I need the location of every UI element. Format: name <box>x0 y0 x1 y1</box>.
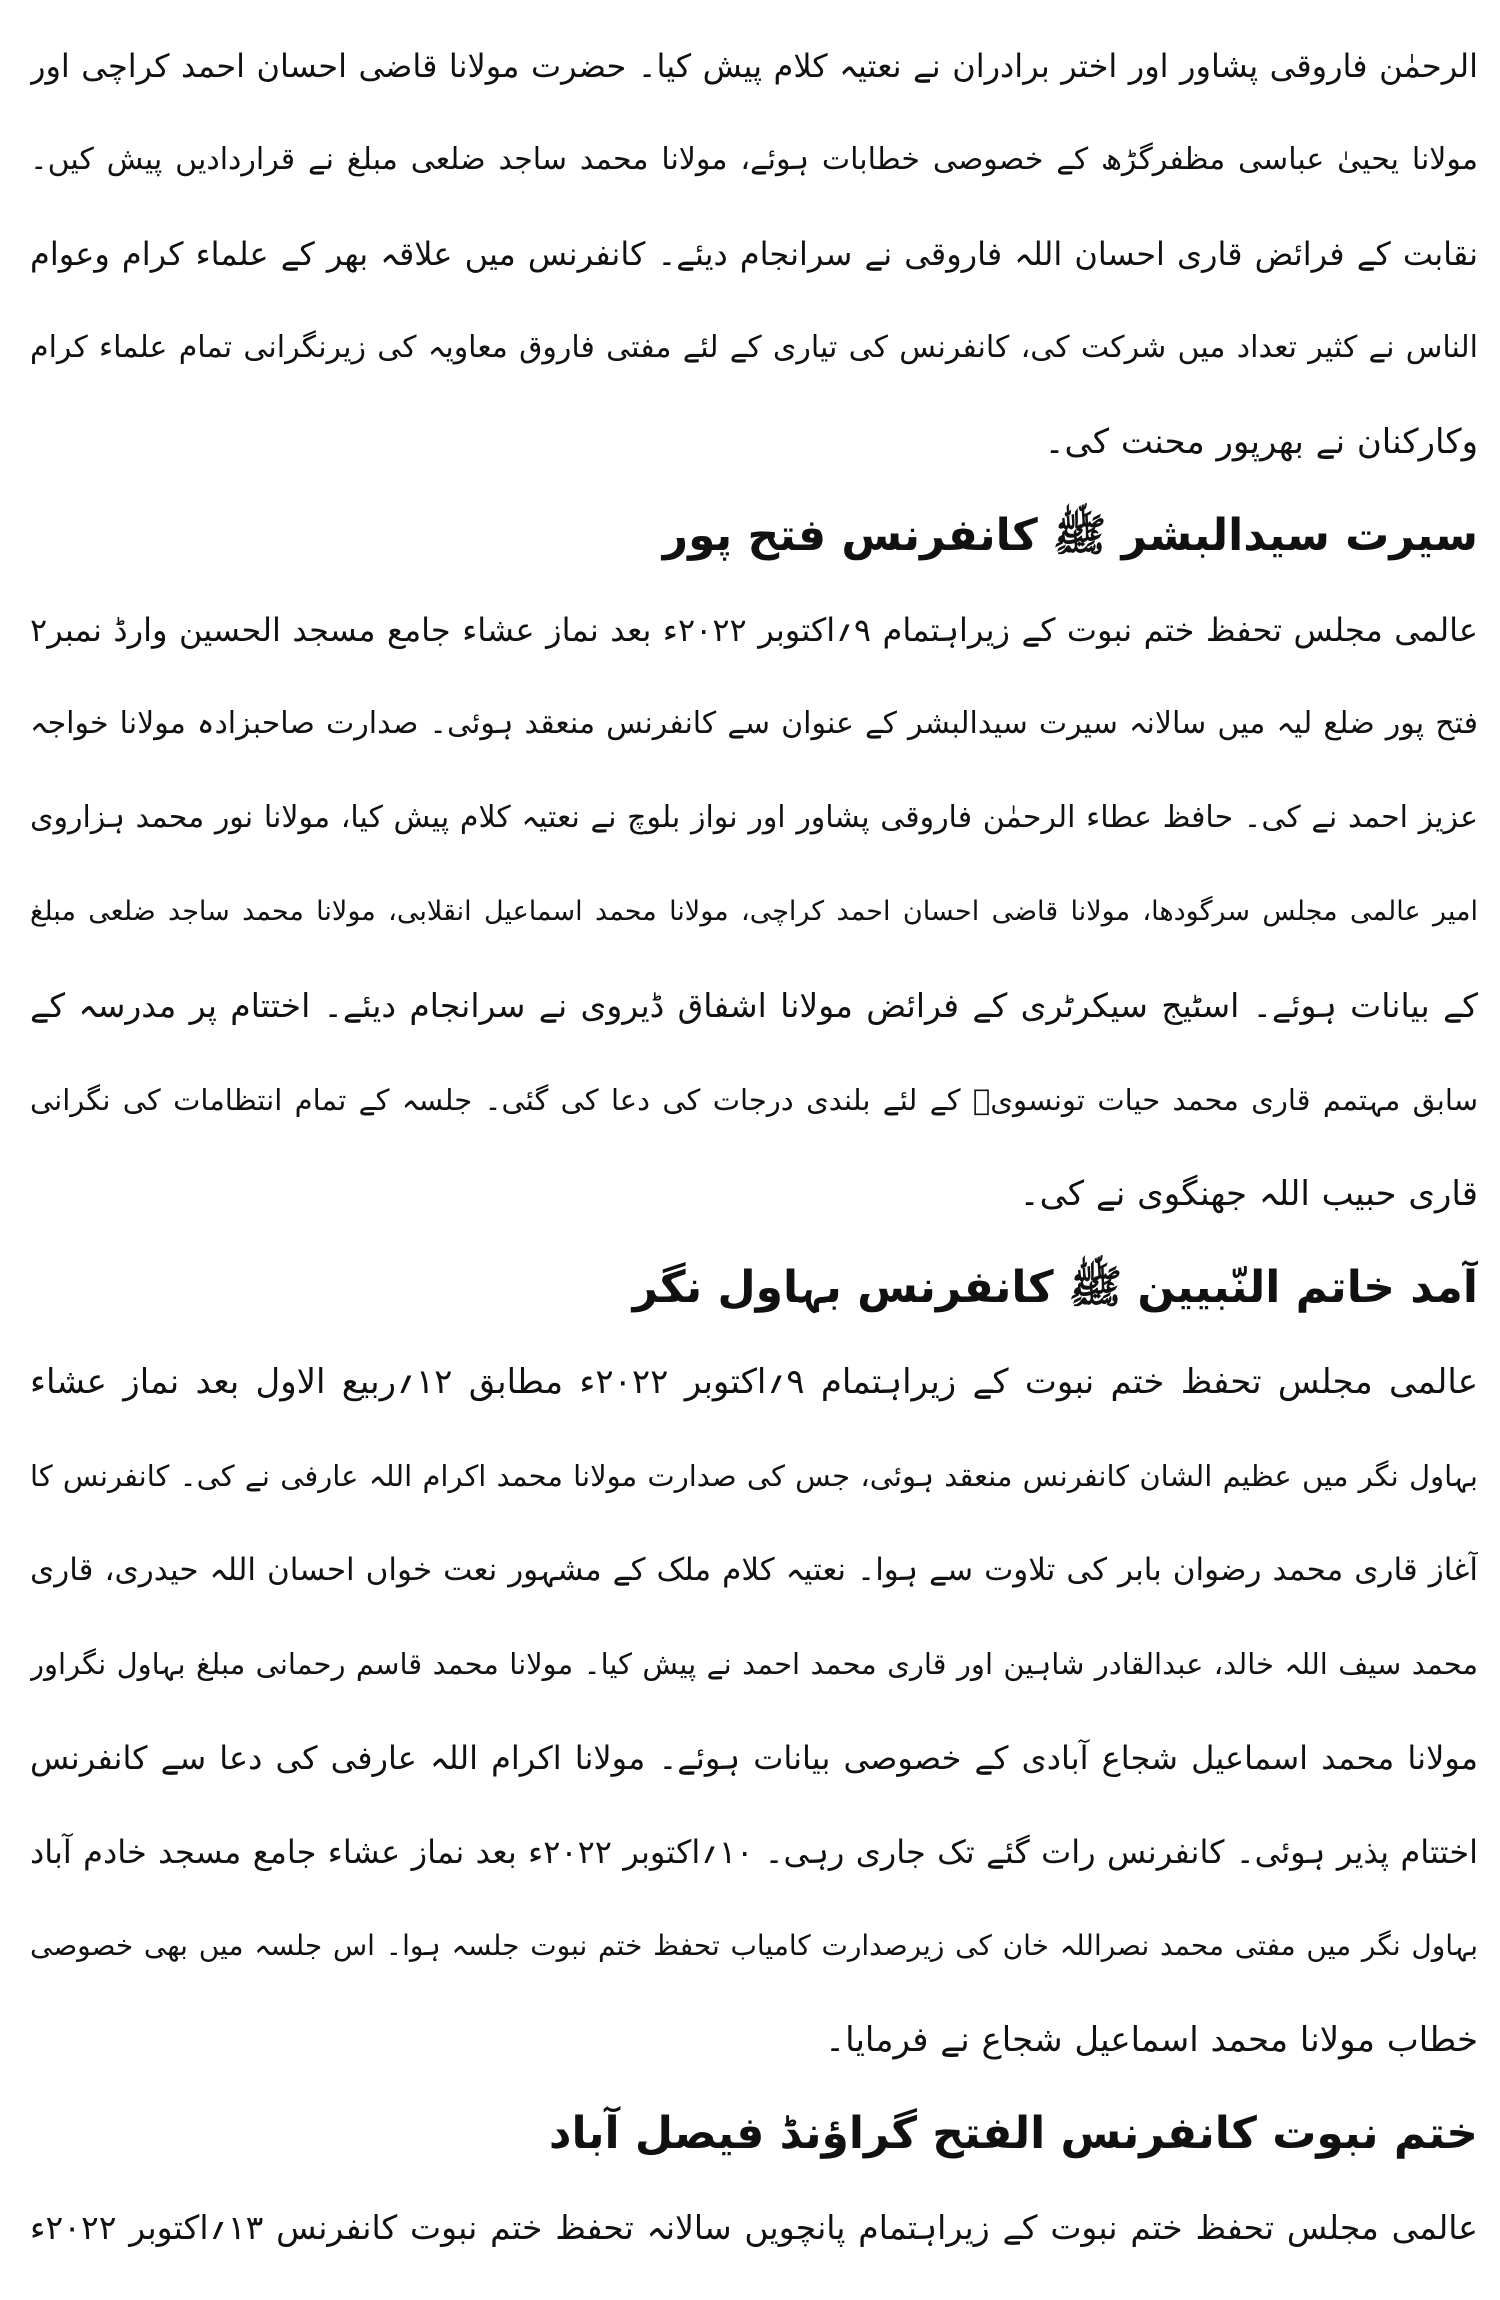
text-line: مولانا یحییٰ عباسی مظفرگڑھ کے خصوصی خطابات ہوئے، مولانا محمد ساجد ضلعی مبلغ نے قراردادیں پیش کیں۔ <box>30 142 1478 177</box>
text-line: قاری حبیب اللہ جھنگوی نے کی۔ <box>1019 1174 1478 1214</box>
text-line: بہاول نگر میں عظیم الشان کانفرنس منعقد ہوئی، جس کی صدارت مولانا محمد اکرام اللہ عارفی نے کی۔ کانفرنس کا <box>30 1459 1478 1493</box>
text-line: آغاز قاری محمد رضوان بابر کی تلاوت سے ہوا۔ نعتیہ کلام ملک کے مشہور نعت خواں احسان اللہ حیدری، قاری <box>30 1552 1478 1588</box>
text-line: مولانا محمد اسماعیل شجاع آبادی کے خصوصی بیانات ہوئے۔ مولانا اکرام اللہ عارفی کی دعا سے کانفرنس <box>30 1739 1478 1777</box>
section-heading: سیرت سیدالبشر ﷺ کانفرنس فتح پور <box>662 510 1478 561</box>
text-line: بہاول نگر میں مفتی محمد نصراللہ خان کی زیرصدارت کامیاب تحفظ ختم نبوت جلسہ ہوا۔ اس جلسہ میں بھی خصوصی <box>30 1929 1478 1962</box>
text-line: الرحمٰن فاروقی پشاور اور اختر برادران نے نعتیہ کلام پیش کیا۔ حضرت مولانا قاضی احسان احمد کراچی اور <box>30 47 1478 85</box>
section-heading: ختم نبوت کانفرنس الفتح گراؤنڈ فیصل آباد <box>548 2108 1478 2159</box>
text-line: فتح پور ضلع لیہ میں سالانہ سیرت سیدالبشر کے عنوان سے کانفرنس منعقد ہوئی۔ صدارت صاحبزادہ مولانا خواجہ <box>30 706 1478 741</box>
text-line: الناس نے کثیر تعداد میں شرکت کی، کانفرنس کی تیاری کے لئے مفتی فاروق معاویہ کی زیرنگرانی تمام علماء کرام <box>30 330 1478 365</box>
text-line: کے بیانات ہوئے۔ اسٹیج سیکرٹری کے فرائض مولانا اشفاق ڈیروی نے سرانجام دیئے۔ اختتام پر مدرسہ کے <box>30 986 1478 1025</box>
text-line: عالمی مجلس تحفظ ختم نبوت کے زیراہتمام پانچویں سالانہ تحفظ ختم نبوت کانفرنس ۱۳؍اکتوبر ۲۰۲۲ء <box>30 2208 1478 2247</box>
text-line: سابق مہتمم قاری محمد حیات تونسویؒ کے لئے بلندی درجات کی دعا کی گئی۔ جلسہ کے تمام انتظامات کی نگرانی <box>30 1083 1478 1117</box>
text-line: عالمی مجلس تحفظ ختم نبوت کے زیراہتمام ۹؍اکتوبر ۲۰۲۲ء بعد نماز عشاء جامع مسجد الحسین وارڈ نمبر۲ <box>30 611 1478 649</box>
text-line: خطاب مولانا محمد اسماعیل شجاع نے فرمایا۔ <box>825 2020 1478 2060</box>
text-line: نقابت کے فرائض قاری احسان اللہ فاروقی نے سرانجام دیئے۔ کانفرنس میں علاقہ بھر کے علماء کرام وعوام <box>30 235 1478 273</box>
section-fateh-pur <box>30 489 1478 1241</box>
text-line: اختتام پذیر ہوئی۔ کانفرنس رات گئے تک جاری رہی۔ ۱۰؍اکتوبر ۲۰۲۲ء بعد نماز عشاء جامع مسجد خادم آباد <box>30 1833 1478 1871</box>
section-faisalabad <box>30 2087 1478 2275</box>
section-heading: آمد خاتم النّبیین ﷺ کانفرنس بہاول نگر <box>632 1262 1478 1313</box>
text-line: امیر عالمی مجلس سرگودھا، مولانا قاضی احسان احمد کراچی، مولانا محمد اسماعیل انقلابی، مولانا محمد ساجد ضلعی مبلغ <box>30 896 1478 927</box>
text-line: عالمی مجلس تحفظ ختم نبوت کے زیراہتمام ۹؍اکتوبر ۲۰۲۲ء مطابق ۱۲؍ربیع الاول بعد نماز عشاء <box>30 1362 1478 1402</box>
intro-paragraph <box>30 19 1478 489</box>
text-line: محمد سیف اللہ خالد، عبدالقادر شاہین اور قاری محمد احمد نے پیش کیا۔ مولانا محمد قاسم رحمانی مبلغ بہاول نگراور <box>30 1647 1478 1681</box>
text-line: وکارکنان نے بھرپور محنت کی۔ <box>1044 422 1478 462</box>
text-line: عزیز احمد نے کی۔ حافظ عطاء الرحمٰن فاروقی پشاور اور نواز بلوچ نے نعتیہ کلام پیش کیا، مولانا نور محمد ہزاروی <box>30 800 1478 835</box>
section-bahawal-nagar <box>30 1241 1478 2087</box>
